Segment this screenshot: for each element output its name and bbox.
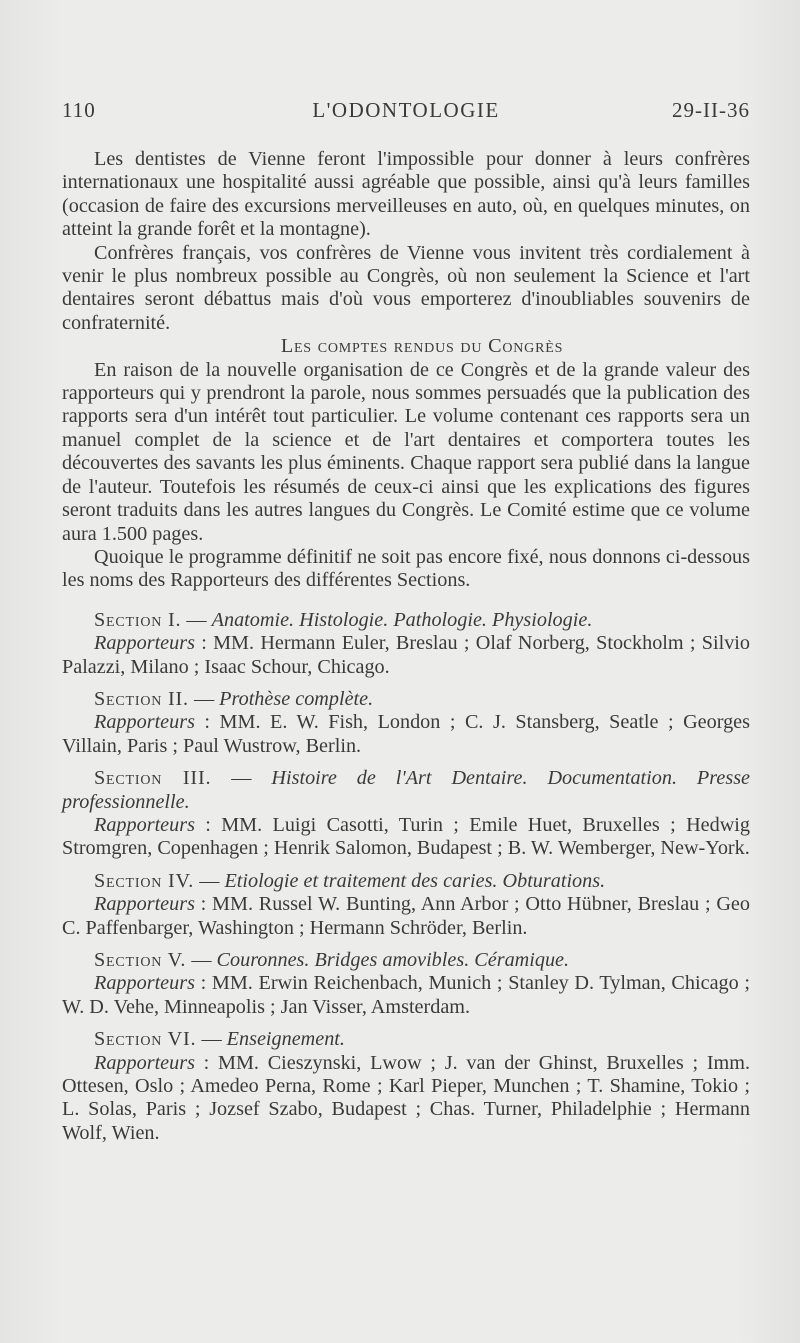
section-title: Prothèse complète.	[219, 687, 374, 710]
rapporteurs-names: : MM. Hermann Euler, Breslau ; Olaf Norberg, Stockholm ; Silvio Palazzi, Milano ; Isaac Schour, Chicago.	[62, 632, 750, 678]
dash: —	[211, 767, 272, 790]
dash: —	[194, 869, 225, 892]
page-number: 110	[62, 98, 96, 122]
section-3	[62, 767, 750, 861]
section-label: Section IV.	[94, 869, 195, 892]
section-title-line	[62, 1028, 750, 1051]
body-paragraph-1: En raison de la nouvelle organisation de ce Congrès et de la grande valeur des rapporteurs qui y prendront la parole, nous sommes persuadés que la publication des rapports sera d'un intérêt tout particulier. Le volume contenant ces rapports sera un manuel complet de la science et de l'art dentaires et comportera toutes les découvertes des savants les plus éminents. Chaque rapport sera publié dans la langue de l'auteur. Toutefois les résumés de ceux-ci ainsi que les explications des figures seront traduits dans les autres langues du Congrès. Le Comité estime que ce volume aura 1.500 pages.	[62, 358, 750, 545]
section-1	[62, 609, 750, 679]
section-title-line	[62, 870, 750, 893]
section-label: Section VI.	[94, 1028, 197, 1051]
rapporteurs-line	[62, 1052, 750, 1146]
dash: —	[181, 608, 212, 631]
dash: —	[186, 949, 217, 971]
issue-date: 29-II-36	[672, 98, 750, 122]
section-title-line	[62, 609, 750, 632]
section-label: Section III.	[94, 767, 212, 790]
section-title: Histoire de l'Art Dentaire. Documentation. Presse professionnelle.	[62, 767, 751, 813]
rapporteurs-label: Rapporteurs	[94, 893, 195, 916]
section-6	[62, 1028, 750, 1145]
rapporteurs-names: : MM. E. W. Fish, London ; C. J. Stansberg, Seatle ; Georges Villain, Paris ; Paul Wustrow, Berlin.	[62, 711, 750, 757]
section-title: Etiologie et traitement des caries. Obturations.	[224, 869, 606, 892]
rapporteurs-names: : MM. Luigi Casotti, Turin ; Emile Huet, Bruxelles ; Hedwig Stromgren, Copenhagen ; Henrik Salomon, Budapest ; B. W. Wemberger, New-York.	[62, 813, 750, 860]
section-2	[62, 688, 750, 758]
intro-paragraph-1: Les dentistes de Vienne feront l'impossible pour donner à leurs confrères internationaux une hospitalité aussi agréable que possible, ainsi qu'à leurs familles (occasion de faire des excursions merveilleuses en auto, où, en quelques minutes, on atteint la grande forêt et la montagne).	[62, 148, 750, 241]
dash: —	[188, 687, 220, 710]
rapporteurs-names: : MM. Russel W. Bunting, Ann Arbor ; Otto Hübner, Breslau ; Geo C. Paffenbarger, Washington ; Hermann Schröder, Berlin.	[62, 893, 750, 939]
rapporteurs-names: : MM. Erwin Reichenbach, Munich ; Stanley D. Tylman, Chicago ; W. D. Vehe, Minneapolis ; Jan Visser, Amsterdam.	[62, 972, 750, 1018]
section-label: Section I.	[94, 608, 182, 631]
dash: —	[196, 1028, 227, 1051]
rapporteurs-names: : MM. Cieszynski, Lwow ; J. van der Ghinst, Bruxelles ; Imm. Ottesen, Oslo ; Amedeo Perna, Rome ; Karl Pieper, Munchen ; T. Shamine, Tokio ; L. Solas, Paris ; Jozsef Szabo, Budapest ; Chas. Turner, Philadelphie ; Hermann Wolf, Wien.	[62, 1051, 750, 1144]
section-title-line	[62, 949, 750, 972]
section-title-line	[62, 688, 750, 711]
running-title: L'ODONTOLOGIE	[312, 98, 500, 122]
rapporteurs-line	[62, 814, 750, 861]
running-header	[62, 98, 750, 128]
section-title: Couronnes. Bridges amovibles. Céramique.	[216, 949, 570, 971]
section-4	[62, 870, 750, 940]
rapporteurs-label: Rapporteurs	[94, 711, 195, 734]
section-title-line	[62, 767, 750, 814]
rapporteurs-line	[62, 711, 750, 758]
article-body	[62, 148, 750, 1145]
section-heading: Les comptes rendus du Congrès	[280, 335, 564, 358]
body-paragraph-2: Quoique le programme définitif ne soit pas encore fixé, nous donnons ci-dessous les noms des Rapporteurs des différentes Sections.	[62, 545, 750, 592]
rapporteurs-line	[62, 972, 750, 1019]
section-title: Anatomie. Histologie. Pathologie. Physiologie.	[211, 608, 593, 631]
section-title: Enseignement.	[226, 1028, 345, 1051]
rapporteurs-label: Rapporteurs	[94, 972, 195, 995]
rapporteurs-label: Rapporteurs	[94, 1051, 195, 1074]
rapporteurs-line	[62, 893, 750, 940]
section-5	[62, 949, 750, 1019]
rapporteurs-label: Rapporteurs	[94, 813, 195, 836]
rapporteurs-line	[62, 632, 750, 679]
section-label: Section V.	[94, 949, 187, 971]
rapporteurs-label: Rapporteurs	[94, 632, 195, 655]
section-label: Section II.	[94, 687, 189, 710]
intro-paragraph-2: Confrères français, vos confrères de Vienne vous invitent très cordialement à venir le plus nombreux possible au Congrès, où non seulement la Science et l'art dentaires seront débattus mais d'où vous emporterez d'inoubliables souvenirs de confraternité.	[62, 241, 750, 334]
